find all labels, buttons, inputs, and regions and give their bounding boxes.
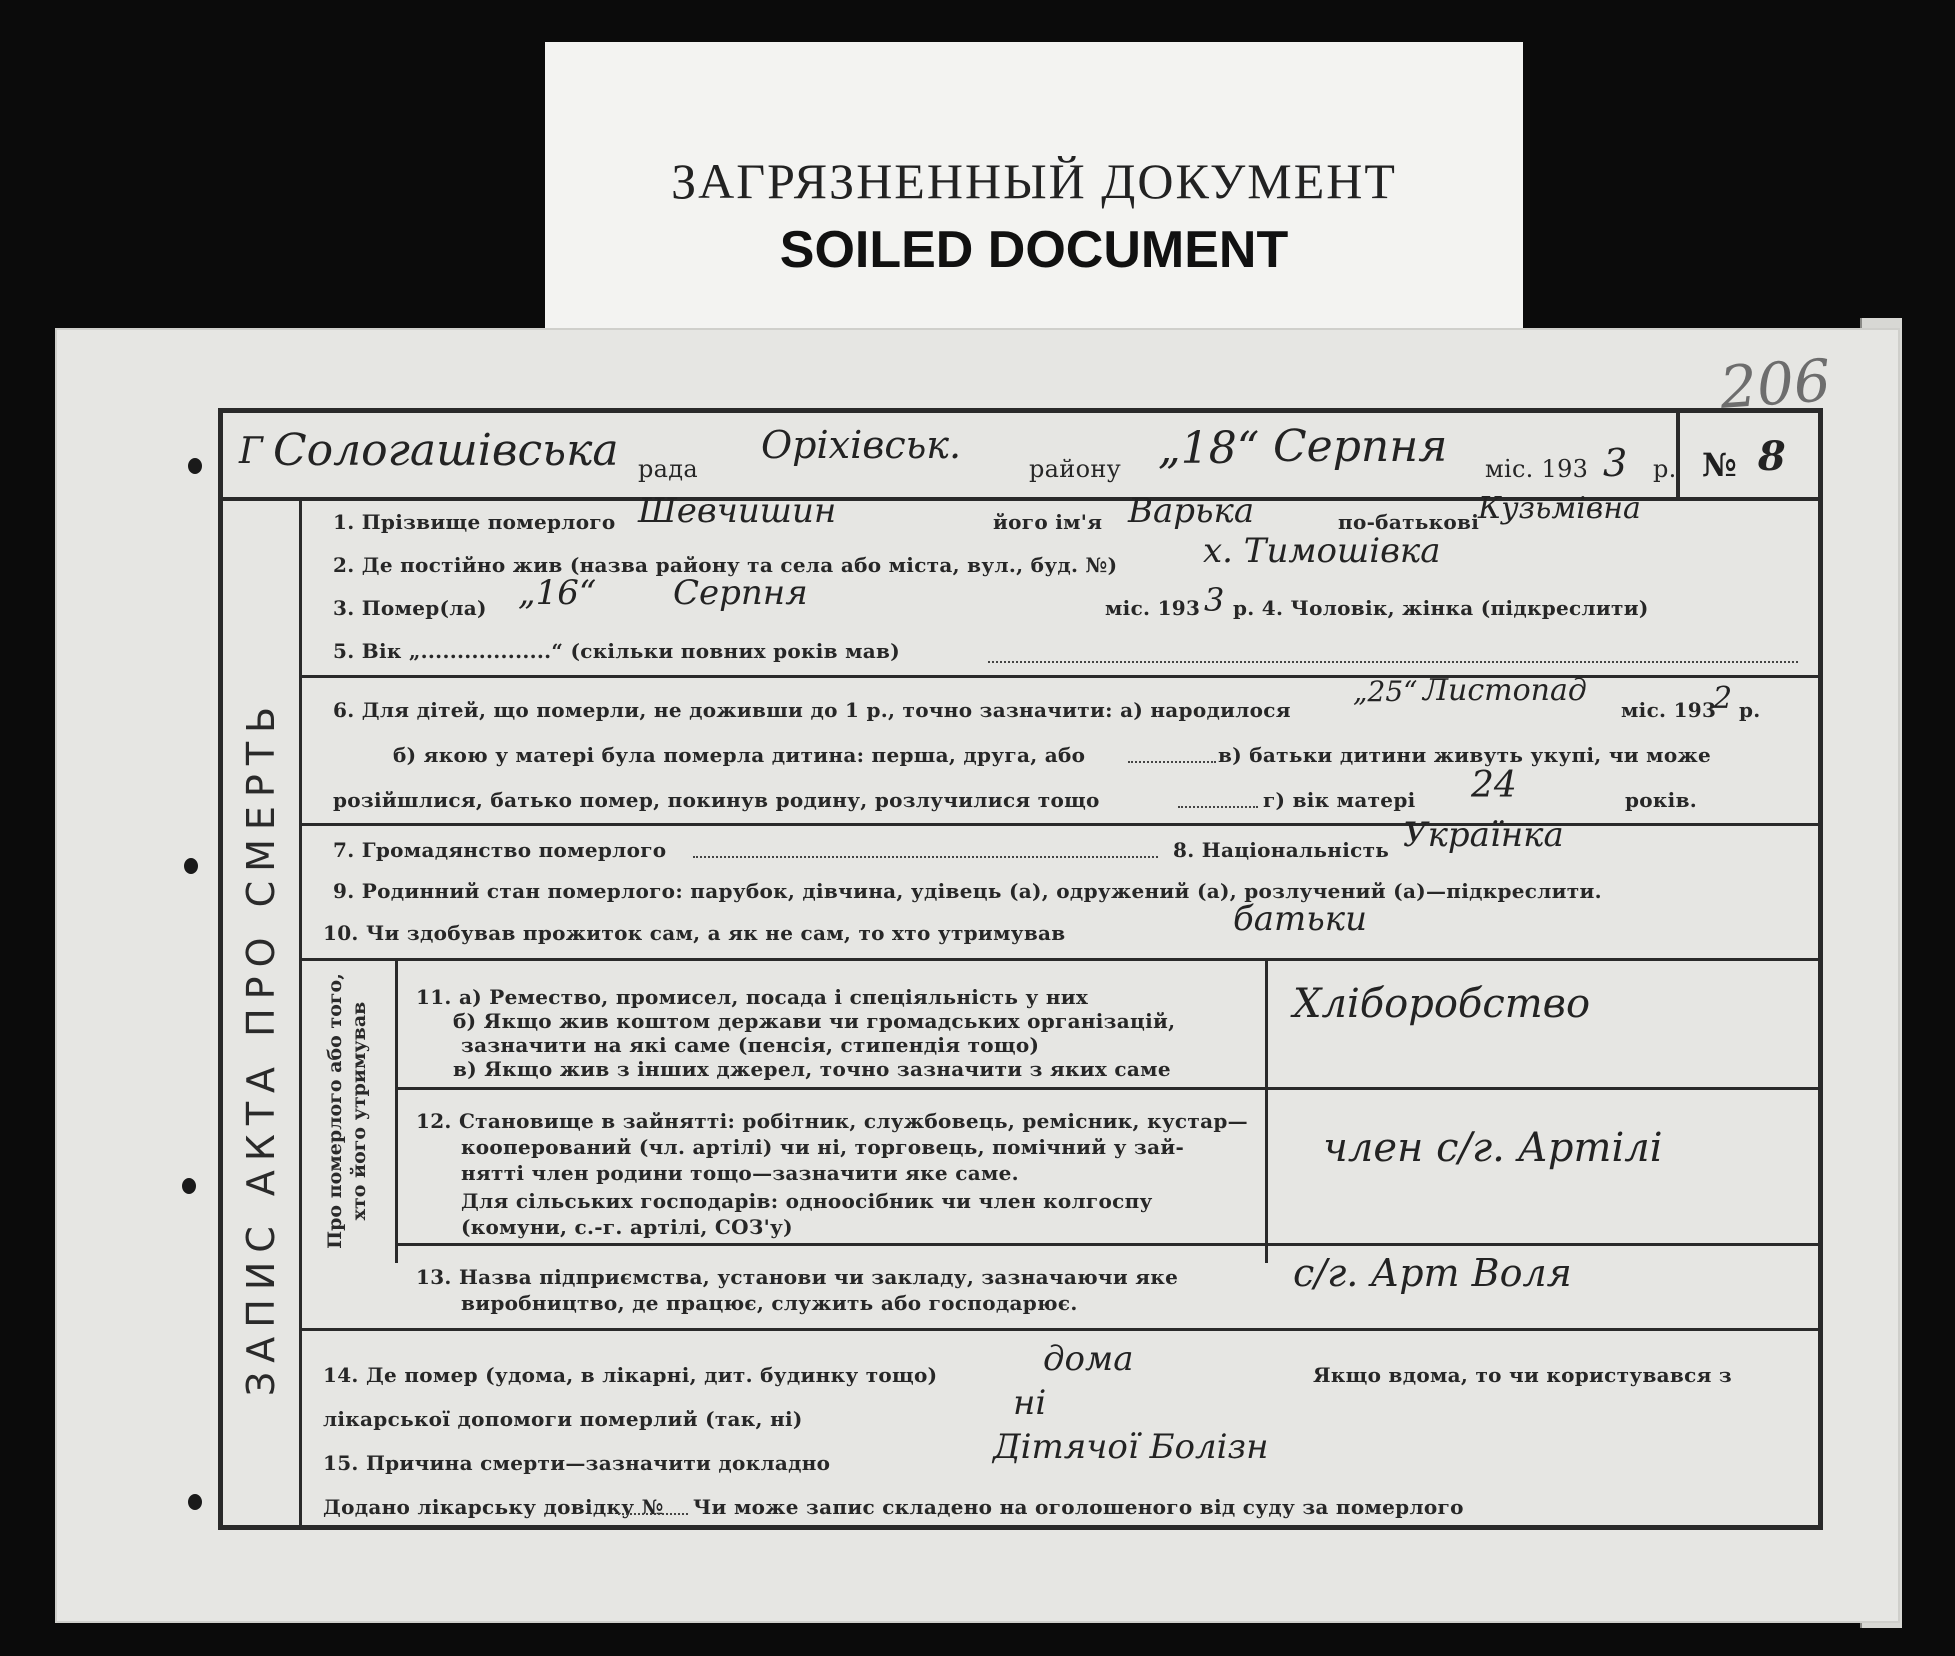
punch-hole xyxy=(188,1494,202,1510)
row14-line2: лікарської допомоги померлий (так, ні) xyxy=(323,1407,803,1431)
row9-label: 9. Родинний стан померлого: парубок, дівчина, удівець (а), одружений (а), розлучений (а)—підкреслити. xyxy=(333,879,1602,903)
nationality: Українка xyxy=(1403,815,1564,855)
row6-blank xyxy=(1128,761,1216,763)
row6-line3b: г) вік матері xyxy=(1263,788,1416,812)
divider xyxy=(395,1087,1818,1090)
row11-line: 11. а) Ремество, промисел, посада і спеціяльність у них xyxy=(416,985,1089,1009)
nationality-label: 8. Національність xyxy=(1173,838,1390,862)
mother-age: 24 xyxy=(1471,765,1517,806)
record-number-box xyxy=(1676,413,1818,497)
row14-line1b: Якщо вдома, то чи користувався з xyxy=(1313,1363,1732,1387)
corner-mark: Г xyxy=(239,431,263,472)
death-month: Серпня xyxy=(673,573,808,613)
cause-of-death: Дітячої Болізн xyxy=(993,1427,1269,1467)
birth-year-digit: 2 xyxy=(1713,681,1733,716)
sub-vertical-title-line: Про померлого або того, xyxy=(324,973,346,1249)
answer-column-line xyxy=(1265,958,1268,1263)
supported-by: батьки xyxy=(1233,899,1367,939)
row2-label: 2. Де постійно жив (назва району та села або міста, вул., буд. №) xyxy=(333,553,1118,577)
death-record-form xyxy=(218,408,1823,1530)
patronymic-label: по-батькові xyxy=(1338,510,1480,534)
sub-column-line xyxy=(395,958,398,1263)
medical-help: ні xyxy=(1013,1383,1047,1423)
soiled-document-label xyxy=(545,42,1523,332)
row3-label: 3. Помер(ла) xyxy=(333,596,487,620)
label-english: SOILED DOCUMENT xyxy=(779,221,1289,279)
record-number: 8 xyxy=(1757,433,1786,480)
row5-label: 5. Вік „..................“ (скільки повних років мав) xyxy=(333,639,901,663)
row15-blank xyxy=(618,1513,688,1515)
raion-label: району xyxy=(1029,455,1122,483)
form-header xyxy=(223,413,1818,501)
occupation: Хліборобство xyxy=(1293,981,1591,1027)
deceased-surname: Шевчишин xyxy=(638,491,837,531)
header-year-digit: 3 xyxy=(1603,441,1628,485)
label-russian: ЗАГРЯЗНЕННЫЙ ДОКУМЕНТ xyxy=(671,153,1397,209)
death-day: „16“ xyxy=(518,573,597,613)
sub-vertical-title xyxy=(323,973,371,1249)
row13-line: 13. Назва підприємства, установи чи закладу, зазначаючи яке xyxy=(416,1265,1179,1289)
birth-day: „25“ xyxy=(1353,675,1418,708)
death-month-label: міс. 193 xyxy=(1105,596,1201,620)
death-year-digit: 3 xyxy=(1204,581,1225,619)
header-year-suffix: р. xyxy=(1653,455,1677,483)
row6-line2: б) якою у матері була померла дитина: перша, друга, або xyxy=(393,743,1086,767)
row7-blank xyxy=(693,856,1158,858)
row12-line: 12. Становище в зайнятті: робітник, службовець, ремісник, кустар— xyxy=(416,1109,1248,1133)
punch-hole xyxy=(182,1178,196,1194)
row14-line1: 14. Де помер (удома, в лікарні, дит. будинку тощо) xyxy=(323,1363,938,1387)
header-day: „18“ xyxy=(1158,423,1260,474)
divider xyxy=(299,675,1818,678)
row6-line1: 6. Для дітей, що померли, не доживши до 1 р., точно зазначити: а) народилося xyxy=(333,698,1291,722)
divider xyxy=(299,1328,1818,1331)
row1-label: 1. Прізвище померлого xyxy=(333,510,616,534)
deceased-name: Варька xyxy=(1128,491,1255,531)
employment-status: член с/г. Артілі xyxy=(1323,1125,1663,1171)
divider xyxy=(299,958,1818,961)
divider xyxy=(395,1243,1818,1246)
punch-hole xyxy=(184,858,198,874)
deceased-patronymic: Кузьмівна xyxy=(1478,491,1641,526)
row6-blank xyxy=(1178,806,1258,808)
row3-rest: р. 4. Чоловік, жінка (підкреслити) xyxy=(1233,596,1649,620)
sub-vertical-title-line: хто його утримував xyxy=(348,1001,370,1221)
row15-line1: 15. Причина смерти—зазначити докладно xyxy=(323,1451,831,1475)
punch-hole xyxy=(188,458,202,474)
row10-label: 10. Чи здобував прожиток сам, а як не сам, то хто утримував xyxy=(323,921,1066,945)
birth-year-suffix: р. xyxy=(1739,698,1761,722)
row12-line: кооперований (чл. артілі) чи ні, торговець, помічний у зай- xyxy=(461,1135,1185,1159)
enterprise: с/г. Арт Воля xyxy=(1293,1251,1572,1295)
divider xyxy=(299,823,1818,826)
header-month: Серпня xyxy=(1273,421,1448,472)
vertical-title-column xyxy=(223,497,302,1525)
row11-line: в) Якщо жив з інших джерел, точно зазначити з яких саме xyxy=(453,1057,1171,1081)
row5-blank xyxy=(988,661,1798,663)
header-month-label: міс. 193 xyxy=(1485,455,1589,483)
birth-month-label: міс. 193 xyxy=(1621,698,1717,722)
years-label: років. xyxy=(1625,788,1698,812)
birth-month: Листопад xyxy=(1423,673,1587,708)
row15-line2: Додано лікарську довідку № xyxy=(323,1495,664,1519)
name-label: його ім'я xyxy=(993,510,1103,534)
vertical-title: ЗАПИС АКТА ПРО СМЕРТЬ xyxy=(239,697,283,1397)
row12-line: нятті член родини тощо—зазначити яке саме. xyxy=(461,1161,1019,1185)
row11-line: зазначити на які саме (пенсія, стипендія тощо) xyxy=(461,1033,1040,1057)
row12-line: (комуни, с.-г. артілі, СОЗ'у) xyxy=(461,1215,793,1239)
row13-line: виробництво, де працює, служить або господарює. xyxy=(461,1291,1078,1315)
row7-label: 7. Громадянство померлого xyxy=(333,838,667,862)
residence: х. Тимошівка xyxy=(1203,531,1441,571)
row6-line3: розійшлися, батько помер, покинув родину, розлучилися тощо xyxy=(333,788,1100,812)
page-number: 206 xyxy=(1717,346,1833,422)
row12-line: Для сільських господарів: одноосібник чи член колгоспу xyxy=(461,1189,1153,1213)
row6-line2b: в) батьки дитини живуть укупі, чи може xyxy=(1218,743,1711,767)
council-label: рада xyxy=(638,455,698,483)
place-of-death: дома xyxy=(1043,1339,1134,1379)
row15-line2b: Чи може запис складено на оголошеного від суду за померлого xyxy=(693,1495,1464,1519)
record-number-label: № xyxy=(1702,446,1737,484)
raion-name: Оріхівськ. xyxy=(761,423,962,467)
row11-line: б) Якщо жив коштом держави чи громадських організацій, xyxy=(453,1009,1176,1033)
council-name: Сологашівська xyxy=(273,425,619,476)
